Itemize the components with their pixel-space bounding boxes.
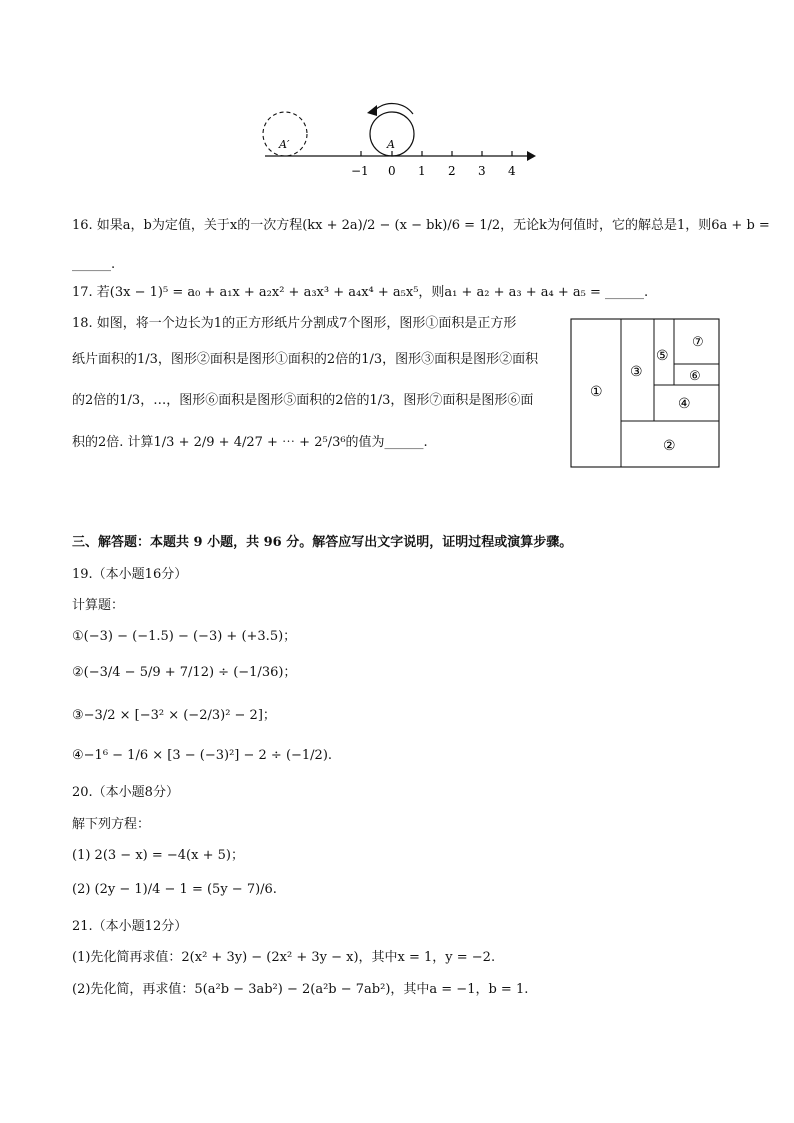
question-19-title: 19.（本小题16分） [72,567,188,582]
question-17: 17. 若(3x − 1)⁵ = a₀ + a₁x + a₂x² + a₃x³ + a₄x⁴ + a₅x⁵，则a₁ + a₂ + a₃ + a₄ + a₅ = ______. [72,285,649,300]
tick-label: 4 [508,164,516,178]
question-19-item-1: ①(−3) − (−1.5) − (−3) + (+3.5)； [72,629,297,644]
question-19-item-3: ③−3/2 × [−3² × (−2/3)² − 2]； [72,708,276,723]
region-3-label: ③ [630,364,643,380]
question-21-title: 21.（本小题12分） [72,919,188,934]
question-16-line-1: 16. 如果a，b为定值，关于x的一次方程(kx + 2a)/2 − (x − bk)/6 = 1/2，无论k为何值时，它的解总是1，则6a + b = [72,218,770,233]
question-18-line-3: 的2倍的1/3，…，图形⑥面积是图形⑤面积的2倍的1/3，图形⑦面积是图形⑥面 [72,393,534,408]
region-5-label: ⑤ [656,348,669,364]
question-19-prompt: 计算题： [72,598,125,613]
region-6-label: ⑥ [689,369,701,384]
question-21-item-2: (2)先化简，再求值：5(a²b − 3ab²) − 2(a²b − 7ab²)，其中a = −1，b = 1. [72,982,529,997]
region-2-label: ② [663,438,676,454]
region-7-label: ⑦ [692,335,704,350]
question-18-line-1: 18. 如图，将一个边长为1的正方形纸片分割成7个图形，图形①面积是正方形 [72,316,517,331]
tick-label: 3 [478,164,486,178]
question-20-item-1: (1) 2(3 − x) = −4(x + 5)； [72,848,244,863]
tick-label: −1 [351,164,369,178]
question-21-item-1: (1)先化简再求值：2(x² + 3y) − (2x² + 3y − x)，其中x = 1，y = −2. [72,950,496,965]
question-19-item-2: ②(−3/4 − 5/9 + 7/12) ÷ (−1/36)； [72,665,297,680]
tick-label: 0 [388,164,396,178]
question-16-line-2: ______. [72,257,116,272]
question-18-line-2: 纸片面积的1/3，图形②面积是图形①面积的2倍的1/3，图形③面积是图形②面积 [72,352,539,367]
question-18-line-4: 积的2倍. 计算1/3 + 2/9 + 4/27 + ⋯ + 2⁵/3⁶的值为______. [72,435,428,450]
square-partition-figure [570,318,722,470]
question-20-title: 20.（本小题8分） [72,785,179,800]
question-20-item-2: (2) (2y − 1)/4 − 1 = (5y − 7)/6. [72,882,277,897]
tick-label: 2 [448,164,456,178]
point-a-label: A [387,138,395,151]
section-3-header: 三、解答题：本题共 9 小题，共 96 分。解答应写出文字说明，证明过程或演算步骤。 [72,535,573,550]
region-4-label: ④ [678,396,691,412]
question-20-prompt: 解下列方程： [72,817,151,832]
question-19-item-4: ④−1⁶ − 1/6 × [3 − (−3)²] − 2 ÷ (−1/2). [72,748,333,763]
point-a-prime-label: A′ [279,138,290,151]
tick-label: 1 [418,164,426,178]
number-line-figure [255,92,545,182]
region-1-label: ① [590,384,603,400]
